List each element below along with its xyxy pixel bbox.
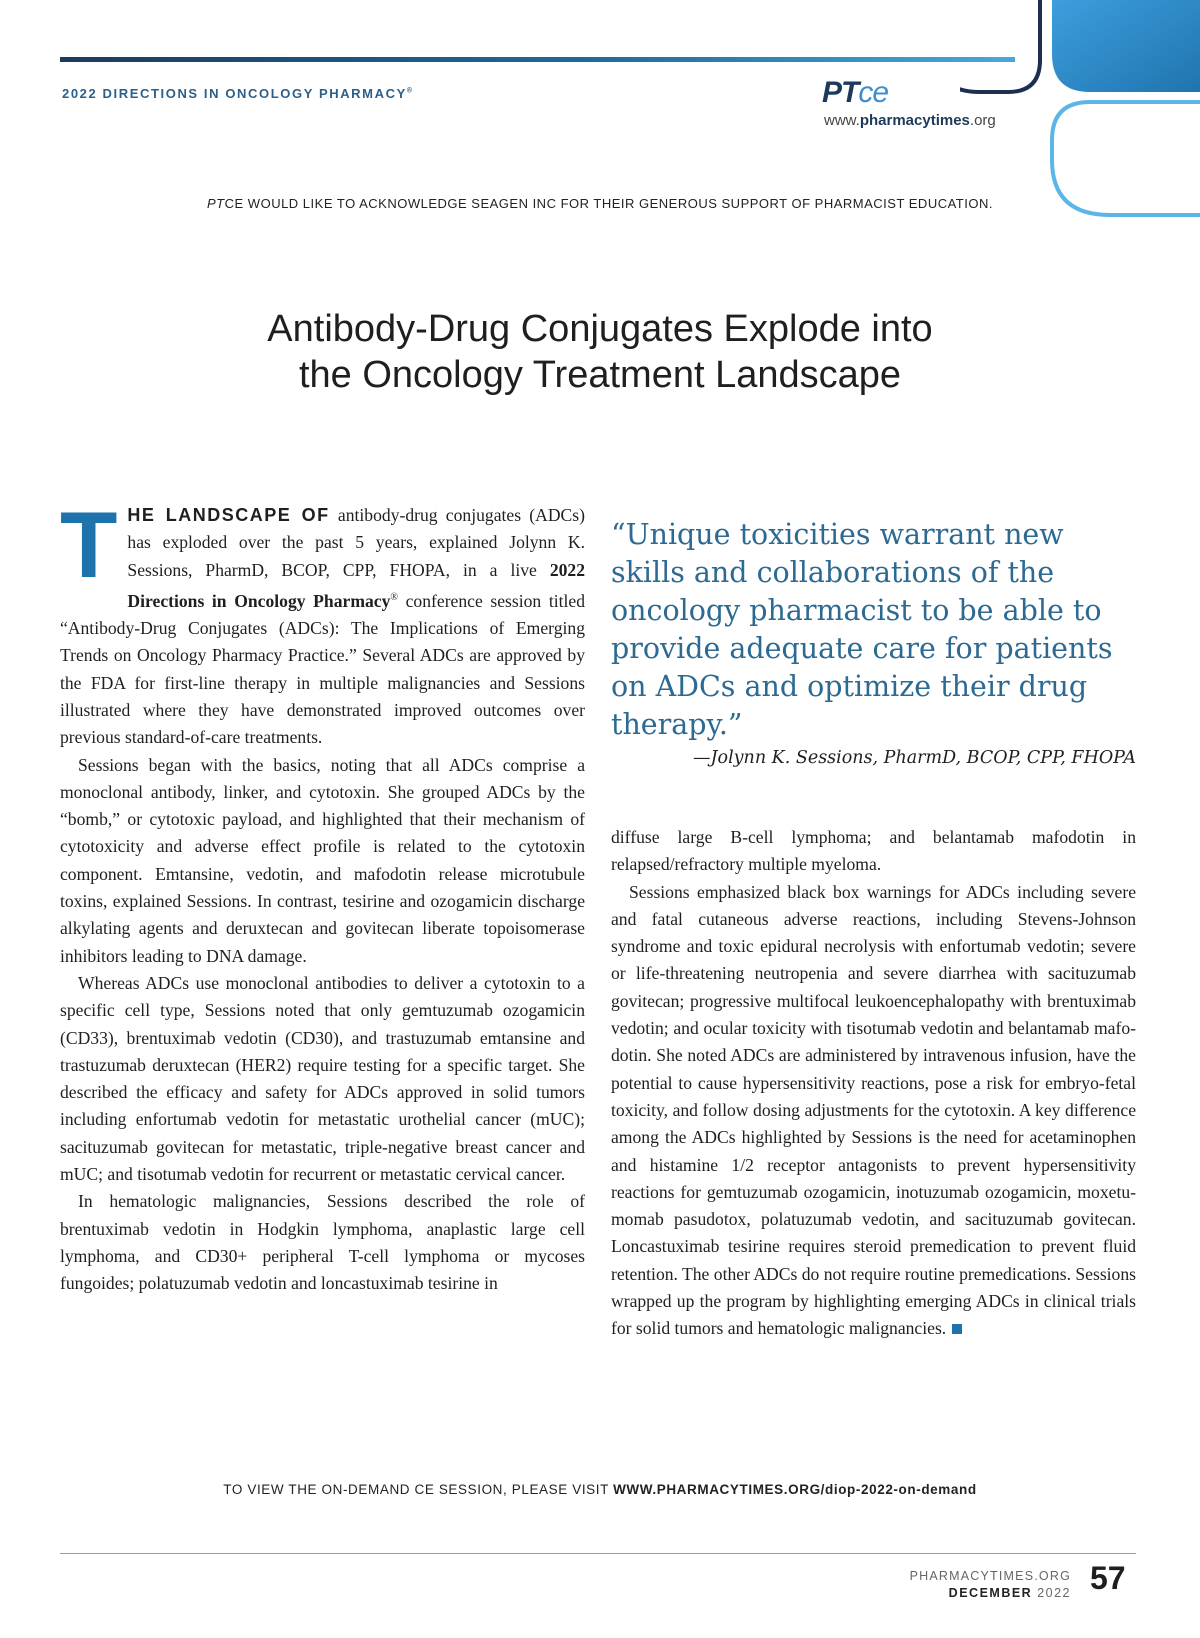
paragraph-5: diffuse large B-cell lymphoma; and belantamab mafodotin in relapsed/refractory multiple myeloma. [611, 827, 1136, 875]
header-rule [60, 57, 1015, 62]
logo-url: www.pharmacytimes.org [824, 112, 996, 129]
paragraph-3: Whereas ADCs use monoclonal antibodies to deliver a cytotoxin to a specific cell type, Sessions noted that only gemtuzumab ozogamicin (CD33), brentuximab vedotin (CD30), and trastuzumab emtansine and trastuzumab deruxtecan (HER2) require testing for a specific target. She described the efficacy and safety for ADCs approved in solid tumors including enfortumab vedotin for metastatic urothelial cancer (mUC); sacituzumab govitecan for metastatic, triple-negative breast cancer and mUC; and tisotumab vedotin for recurrent or metastatic cervical cancer. [60, 972, 585, 1184]
article-column-left [60, 492, 586, 1297]
logo-wordmark: PTce [822, 76, 889, 109]
footer-site: PHARMACYTIMES.ORG [909, 1569, 1071, 1583]
on-demand-notice: TO VIEW THE ON-DEMAND CE SESSION, PLEASE VISIT WWW.PHARMACYTIMES.ORG/diop-2022-on-demand [223, 1482, 977, 1497]
page-number: 57 [1090, 1560, 1126, 1596]
footer-rule [60, 1553, 1136, 1554]
acknowledgement-line: PTCE WOULD LIKE TO ACKNOWLEDGE SEAGEN INC FOR THEIR GENEROUS SUPPORT OF PHARMACIST EDUCATION. [207, 196, 993, 211]
article-title: Antibody-Drug Conjugates Explode into the Oncology Treatment Landscape [267, 308, 933, 396]
footer-issue-date: DECEMBER 2022 [948, 1586, 1071, 1600]
paragraph-1: THE LANDSCAPE OF antibody-drug conjugates (ADCs) has exploded over the past 5 years, explained Jolynn K. Sessions, PharmD, BCOP, CPP, FHOPA, in a live 2022 Directions in Oncology Pharmacy® conference session titled “Antibody-Drug Conjugates (ADCs): The Implications of Emerging Trends on Oncology Pharmacy Practice.” Several ADCs are approved by the FDA for first-line therapy in multiple malignancies and Sessions illustrated where they have demonstrated improved outcomes over previous standard-of-care treatments. [60, 492, 586, 748]
pull-quote [611, 516, 1136, 768]
paragraph-2: Sessions began with the basics, noting that all ADCs comprise a monoclonal antibody, linker, and cytotoxin. She grouped ADCs by the “bomb,” or cytotoxic payload, and highlighted that their mechanism of cytotoxicity and adverse effect profile is related to the cytotoxin component. Emtansine, vedotin, and mafodotin release microtubule toxins, explained Sessions. In contrast, tesirine and ozogamicin discharge alkylating agents and deruxtecan and govitecan liberate topoisomerase inhibitors leading to DNA damage. [60, 754, 585, 966]
end-mark-icon [952, 1324, 962, 1334]
paragraph-4: In hematologic malignancies, Sessions described the role of brentuximab vedotin in Hodgkin lymphoma, anaplastic large cell lymphoma, and CD30+ peripheral T-cell lymphoma or mycoses fungoides; polatuzumab vedotin and loncastuximab tesirine in [60, 1191, 585, 1294]
publication-title: 2022 DIRECTIONS IN ONCOLOGY PHARMACY® [62, 86, 414, 101]
article-column-right [611, 824, 1136, 1343]
on-demand-link[interactable]: WWW.PHARMACYTIMES.ORG/diop-2022-on-demand [613, 1482, 977, 1497]
drop-cap: T [60, 492, 118, 597]
lead-in: HE LANDSCAPE OF [127, 505, 330, 525]
pull-quote-attribution: —Jolynn K. Sessions, PharmD, BCOP, CPP, FHOPA [693, 748, 1136, 768]
paragraph-6: Sessions emphasized black box warnings for ADCs including severe and fatal cutaneous adverse reactions, including Stevens-Johnson syndrome and toxic epidural necrolysis with enfortumab vedotin; severe or life-threatening neutropenia and severe diarrhea with sacituzumab govitecan; progressive multifocal leukoencephalopathy with brentuximab vedotin; and ocular toxicity with tisotumab vedotin and belantamab mafodotin. She noted ADCs are administered by intravenous infusion, have the potential to cause hypersensitivity reactions, pose a risk for embryo-fetal toxicity, and follow dosing adjustments for the cytotoxin. A key difference among the ADCs highlighted by Sessions is the need for acetaminophen and histamine 1/2 receptor antagonists to prevent hypersensitivity reactions for gemtuzumab ozogamicin, inotuzumab ozogamicin, moxetumomab pasudotox, polatuzumab vedotin, and sacituzumab govitecan. Loncastuximab tesirine requires steroid premedication to prevent fluid retention. The other ADCs do not require routine premedications. Sessions wrapped up the program by highlighting emerging ADCs in clinical trials for solid tumors and hematologic malignancies. [611, 881, 1136, 1339]
pull-quote-text: “Unique toxicities warrant new skills and collaborations of the oncology pharmacist to be able to provide adequate care for patients on ADCs and optimize their drug therapy.” [611, 518, 1113, 741]
